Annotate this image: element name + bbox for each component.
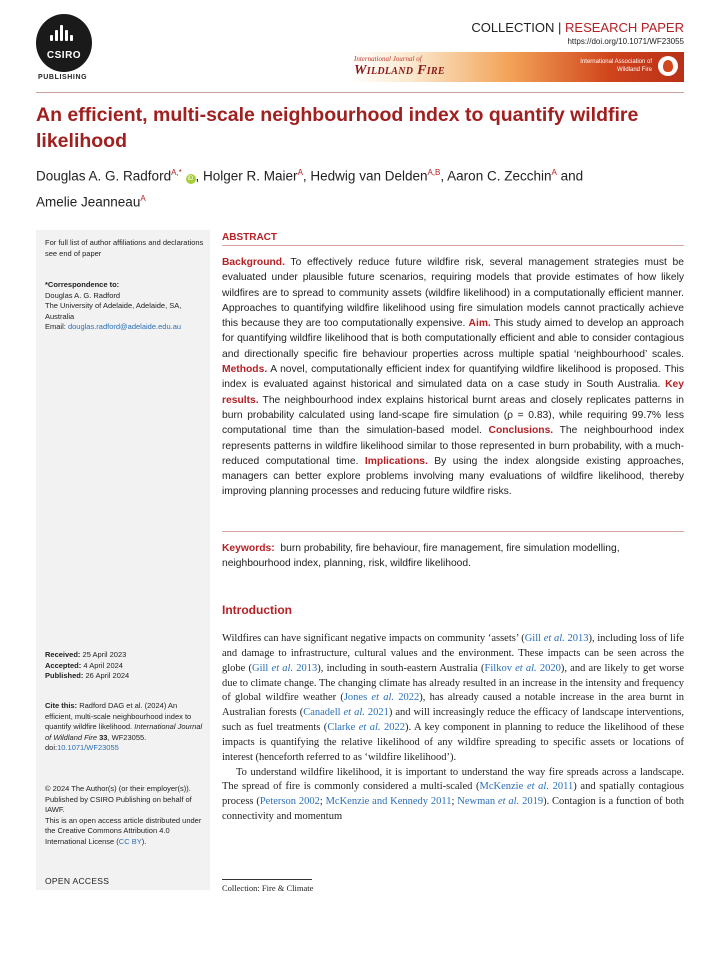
introduction-paragraph-2 [222,766,684,825]
author-affiliation: A [551,168,557,177]
keywords-text: burn probability, fire behaviour, fire management, fire simulation modelling, neighbourhood index, planning, risk, wildfire likelihood. [222,543,620,570]
published-date: 26 April 2024 [85,671,130,680]
cite-block [45,701,205,754]
license-text: This is an open access article distributed under the Creative Commons Attribution 4.0 International License ( [45,815,202,846]
keywords-label: Keywords: [222,543,275,554]
paragraph-text: ; [319,796,326,808]
cite-volume: 33 [99,732,108,742]
citation-link[interactable]: Gill et al. 2013 [252,662,318,674]
abstract-body [222,255,684,500]
affiliations-note: For full list of author affiliations and declarations see end of paper [45,238,204,258]
citation-link[interactable]: McKenzie et al. 2011 [479,781,574,793]
csiro-logo [36,14,92,72]
author-affiliation: A [140,193,146,203]
paragraph-text: ). A key component in planning to reduce the likelihood of these impacts is quantifying the relative likelihood of any wildfire spreading to specific assets or locations of interest (henceforth referred to as ‘wildfire likelihood’). [222,722,685,763]
paragraph-text: ), has already caused a notable increase in the area burnt in Australian forests ( [222,692,685,719]
accepted-label: Accepted: [45,660,82,670]
results-label: Key results. [222,379,684,406]
article-title: An efficient, multi-scale neighbourhood index to quantify wildfire likelihood [36,104,639,152]
flame-icon [658,56,678,76]
association-label: International Association of Wildland Fire [580,59,652,73]
paragraph-text: ), including in south-eastern Australia ( [317,662,485,674]
author-name[interactable]: Holger R. Maier [203,168,298,184]
paragraph-text: To understand wildfire likelihood, it is important to understand the way fire spreads across a landscape. The spread of fire is commonly considered a multi-scaled ( [222,766,684,793]
citation-link[interactable]: Newman et al. 2019 [457,796,544,808]
background-label: Background. [222,257,285,268]
paragraph-text: ) and will increasingly reduce the efficacy of landscape interventions, such as fuel treatments ( [222,707,685,734]
author-name[interactable]: Aaron C. Zecchin [447,168,552,184]
orcid-icon[interactable]: iD [186,174,196,184]
citation-link[interactable]: Jones et al. 2022 [343,692,420,704]
license-link[interactable]: CC BY [118,836,142,846]
copyright-text: © 2024 The Author(s) (or their employer(s)). Published by CSIRO Publishing on behalf of IAWF. [45,784,192,814]
aim-label: Aim. [468,318,491,330]
keywords-block [222,541,684,572]
citation-link[interactable]: Canadell et al. 2021 [303,707,389,719]
copyright-block [45,784,205,847]
citation-link[interactable]: Gill et al. 2013 [524,633,589,644]
cite-label: Cite this: [45,701,78,710]
cite-doi-link[interactable]: 10.1071/WF23055 [57,743,119,752]
results-text: The neighbourhood index explains historical burnt areas and closely replicates patterns in burn probability calculated using land-scape fire simulation (ρ = 0.83), while requiring 99.7% less computational time than the simulation-based model. [222,394,684,437]
abstract-heading: ABSTRACT [222,232,277,243]
correspondence-label: *Correspondence to: [45,280,120,289]
author-affiliation: A [297,168,303,177]
csiro-bars-icon [50,25,78,41]
citation-link[interactable]: McKenzie and Kennedy 2011 [325,796,452,808]
correspondence-address: The University of Adelaide, Adelaide, SA, Australia [45,301,182,321]
keywords-divider [222,531,684,532]
doi-link[interactable]: https://doi.org/10.1071/WF23055 [567,37,684,46]
logo-text: CSIRO [46,50,82,61]
author-name[interactable]: Hedwig van Delden [310,168,428,184]
background-text: To effectively reduce future wildfire risk, several management strategies must be evaluated under plausible future scenarios, requiring models that provide estimates of how likely wildfires are to spread to community assets (wildfire likelihood) in a computationally efficient manner. Approaches to quantifying wildfire likelihood using fire simulation models cannot practically achieve this because they are too computationally expensive. [222,257,684,330]
cite-journal: International Journal of Wildland Fire [45,722,203,742]
email-link[interactable]: douglas.radford@adelaide.edu.au [67,322,182,331]
research-paper-label: RESEARCH PAPER [565,20,684,35]
header-divider [36,92,684,93]
correspondence-name: Douglas A. G. Radford [45,290,121,300]
open-access-label: OPEN ACCESS [45,876,110,886]
paragraph-text: ) and spatially contagious process ( [222,781,684,808]
cite-text: Radford DAG et al. (2024) An efficient, multi-scale neighbourhood index to quantify wildfire likelihood. [45,701,192,731]
paragraph-text: ; [451,796,458,808]
introduction-body [222,632,684,825]
methods-label: Methods. [222,364,268,376]
journal-name-text: Wildland Fire [354,63,445,78]
collection-label [471,20,684,35]
author-list: Douglas A. G. Radford$^{A,*}$ iD , Holger R. Maier$^A$, Hedwig van Delden$^{A,B}$, Aaron C. Zecchin$^A$ and Amelie Jeanneau$^A$ [36,168,584,209]
published-label: Published: [45,671,84,680]
introduction-paragraph-1 [222,632,684,766]
methods-text: A novel, computationally efficient index for quantifying wildfire likelihood is proposed. This index is evaluated against historical and simulated data on a case study in South Australia. [222,364,684,391]
journal-name-small: International Journal of [354,55,422,63]
correspondence-block [45,280,205,333]
citation-link[interactable]: Clarke et al. 2022 [327,722,406,734]
accepted-date: 4 April 2024 [83,660,123,670]
conclusions-text: The neighbourhood index represents patterns in wildfire likelihood similar to those represented in burn probability, with a much-reduced computational time. [222,425,684,467]
paragraph-text: ). Contagion is a function of both connectivity and momentum [222,796,685,823]
received-label: Received: [45,650,81,659]
introduction-heading: Introduction [222,603,292,617]
conclusions-label: Conclusions. [488,425,554,437]
aim-text: This study aimed to develop an approach for quantifying wildfire likelihood that is both computationally efficient and able to consider contagious and directionally specific fire behaviour properties across multiple spatial ‘neighbourhood’ scales. [222,318,684,360]
implications-label: Implications. [364,455,428,467]
author-name[interactable]: Amelie Jeanneau [36,194,141,209]
author-name[interactable]: Douglas A. G. Radford [36,168,172,184]
paragraph-text: ), including loss of life and damage to infrastructure, cultural values and the environment. These impacts can be seen across the globe ( [222,633,684,674]
email-label: Email: [45,322,66,331]
dates-block [45,650,205,682]
abstract-divider [222,245,684,246]
paragraph-text: Wildfires can have significant negative impacts on community ‘assets’ ( [222,633,525,644]
publishing-label: PUBLISHING [38,74,88,81]
journal-name [354,63,445,79]
author-affiliation: A,* [171,168,182,177]
license-end: ). [141,836,147,846]
received-date: 25 April 2023 [82,650,127,659]
citation-link[interactable]: Filkov et al. 2020 [484,662,561,674]
footnote-divider [222,879,312,880]
cite-rest: , WF23055. doi: [45,732,147,752]
citation-link[interactable]: Peterson 2002 [259,796,320,808]
collection-text: COLLECTION [471,20,555,35]
collection-separator: | [558,20,562,35]
footnote: Collection: Fire & Climate [222,883,314,893]
implications-text: By using the index alongside existing approaches, managers can better explore problems involving many evaluations of wildfire likelihood, thereby improving planning processes and reducing future wildfire risks. [222,455,684,498]
author-affiliation: A,B [427,168,441,177]
paragraph-text: ), and are likely to get worse due to climate change. The changing climate has already resulted in an increase in the intensity and frequency of global wildfire weather ( [222,662,685,704]
